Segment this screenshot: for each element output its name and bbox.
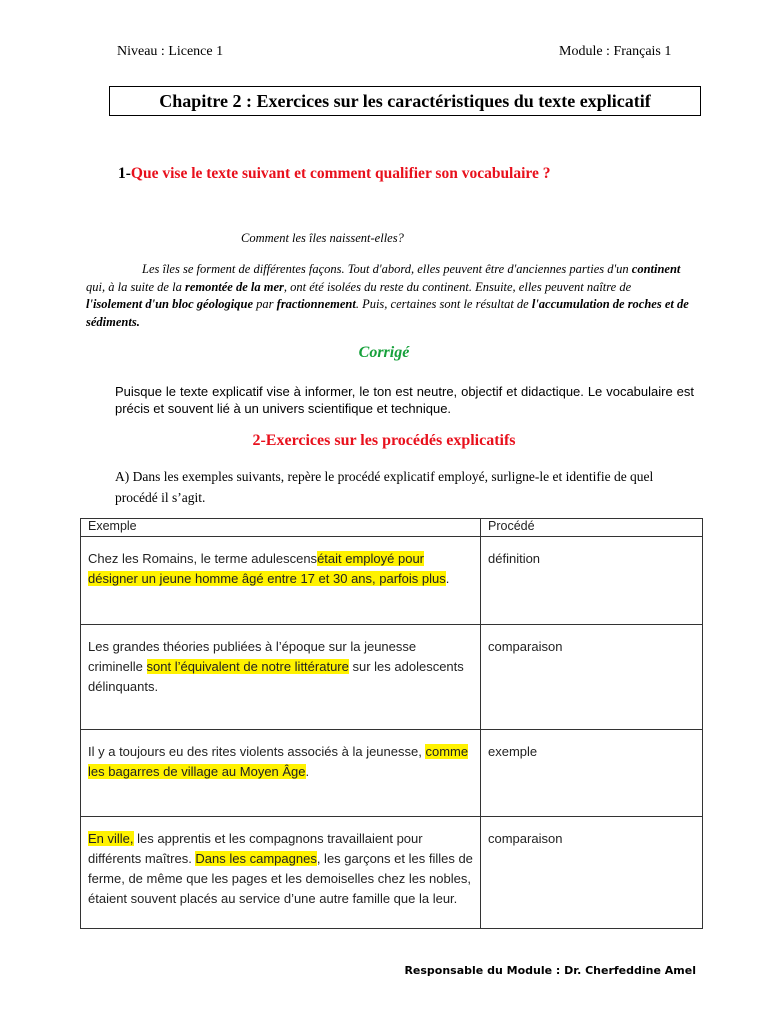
extract-bold: remontée de la mer	[184, 279, 284, 294]
example-text: Les grandes théories publiées à l’époque sur la jeunesse criminelle	[88, 639, 417, 674]
procedes-table	[80, 518, 703, 929]
section-2-instruction: A) Dans les exemples suivants, repère le procédé explicatif employé, surligne-le et identifie de quel procédé il s’agit.	[115, 469, 654, 505]
extract-bold: continent	[631, 262, 681, 276]
example-cell	[81, 817, 481, 929]
example-text: .	[445, 571, 450, 586]
corrige-text: Puisque le texte explicatif vise à informer, le ton est neutre, objectif et didactique. Le vocabulaire est précis et souvent lié à un univers scientifique et technique.	[115, 384, 694, 416]
highlighted-text: sont l’équivalent de notre littérature	[146, 659, 349, 674]
extract-title: Comment les îles naissent-elles?	[241, 231, 404, 245]
table-header-procede: Procédé	[481, 519, 703, 537]
example-text: Chez les Romains, le terme adulescens	[88, 551, 318, 566]
extract-paragraph	[86, 261, 689, 331]
question-1	[118, 165, 551, 183]
example-cell	[81, 625, 481, 730]
example-text: .	[305, 764, 310, 779]
highlighted-text: était employé pour désigner un jeune homme âgé entre 17 et 30 ans, parfois plus	[88, 551, 446, 586]
example-text: sur les adolescents délinquants.	[88, 659, 464, 694]
table-row	[81, 817, 703, 929]
extract-text: . Puis, certaines sont le résultat de	[355, 297, 532, 311]
table-row	[81, 537, 703, 625]
corrige-title: Corrigé	[358, 344, 410, 361]
question-1-text: Que vise le texte suivant et comment qualifier son vocabulaire ?	[130, 165, 551, 182]
extract-bold: l'accumulation de roches et de sédiments.	[86, 297, 689, 329]
extract-bold: l'isolement d'un bloc géologique	[86, 297, 254, 311]
header-level: Niveau : Licence 1	[117, 44, 224, 59]
example-cell	[81, 730, 481, 817]
section-2-title: 2-Exercices sur les procédés explicatifs	[252, 432, 516, 449]
procede-cell: comparaison	[481, 817, 703, 929]
table-header-exemple: Exemple	[81, 519, 481, 537]
table-row	[81, 625, 703, 730]
extract-text: Les îles se forment de différentes façons. Tout d'abord, elles peuvent être d'anciennes parties d'un	[142, 262, 632, 276]
highlighted-text: comme les bagarres de village au Moyen Âge	[88, 744, 469, 779]
extract-text: qui, à la suite de la	[86, 279, 185, 294]
table-row	[81, 730, 703, 817]
chapter-title: Chapitre 2 : Exercices sur les caractéristiques du texte explicatif	[109, 86, 701, 116]
extract-bold: fractionnement	[276, 297, 356, 311]
highlighted-text: Dans les campagnes	[195, 851, 317, 866]
extract-text: par	[253, 297, 277, 311]
question-1-number: 1-	[118, 165, 131, 182]
procede-cell: comparaison	[481, 625, 703, 730]
highlighted-text: En ville,	[88, 831, 134, 846]
example-text: Il y a toujours eu des rites violents associés à la jeunesse,	[88, 744, 426, 759]
example-cell	[81, 537, 481, 625]
example-text: les apprentis et les compagnons travaillaient pour différents maîtres.	[88, 831, 423, 866]
example-text: , les garçons et les filles de ferme, de même que les pages et les demoiselles chez les nobles, étaient souvent placés au service d’une autre famille que la leur.	[88, 851, 473, 906]
header-module: Module : Français 1	[559, 44, 672, 59]
footer-responsable: Responsable du Module : Dr. Cherfeddine Amel	[404, 964, 696, 977]
extract-text: , ont été isolées du reste du continent. Ensuite, elles peuvent naître de	[283, 279, 632, 294]
procede-cell: exemple	[481, 730, 703, 817]
procede-cell: définition	[481, 537, 703, 625]
